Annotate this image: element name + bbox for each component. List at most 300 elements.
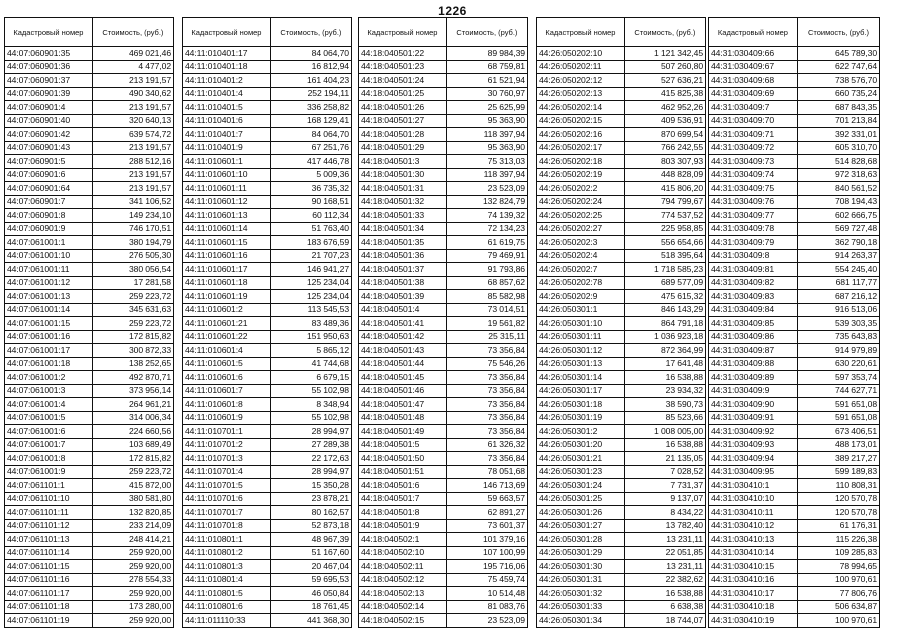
- table-row: [183, 587, 352, 601]
- cost-cell: 8 348,94: [270, 398, 351, 412]
- table-row: [537, 384, 706, 398]
- cadastral-number-cell: 44:07:061101:16: [5, 573, 93, 587]
- table-row: [709, 384, 880, 398]
- cost-cell: 73 356,84: [446, 425, 527, 439]
- table-row: [359, 330, 528, 344]
- table-row: [183, 533, 352, 547]
- cadastral-number-cell: 44:18:040501:34: [359, 222, 447, 236]
- cost-cell: 16 812,94: [270, 60, 351, 74]
- table-row: [537, 74, 706, 88]
- table-row: [183, 168, 352, 182]
- cadastral-number-cell: 44:07:061101:15: [5, 560, 93, 574]
- cost-cell: 591 651,08: [797, 411, 879, 425]
- table-row: [359, 209, 528, 223]
- cadastral-number-cell: 44:07:061001:6: [5, 425, 93, 439]
- cadastral-number-cell: 44:07:060901:8: [5, 209, 93, 223]
- table-row: [359, 303, 528, 317]
- table-row: [5, 398, 174, 412]
- cost-cell: 132 820,85: [92, 506, 173, 520]
- table-row: [537, 303, 706, 317]
- table-row: [709, 479, 880, 493]
- table-row: [183, 60, 352, 74]
- table-row: [537, 600, 706, 614]
- cadastral-number-cell: 44:07:061001:1: [5, 236, 93, 250]
- cost-cell: 492 870,71: [92, 371, 173, 385]
- table-row: [709, 573, 880, 587]
- cost-cell: 20 467,04: [270, 560, 351, 574]
- cadastral-number-cell: 44:18:040501:25: [359, 87, 447, 101]
- cadastral-number-cell: 44:31:030409:89: [709, 371, 798, 385]
- cadastral-number-cell: 44:26:050301:32: [537, 587, 625, 601]
- cost-cell: 701 213,84: [797, 114, 879, 128]
- cadastral-number-cell: 44:11:010601:11: [183, 182, 271, 196]
- cadastral-number-cell: 44:07:061101:1: [5, 479, 93, 493]
- cadastral-number-cell: 44:31:030409:67: [709, 60, 798, 74]
- cost-cell: 55 102,98: [270, 411, 351, 425]
- table-row: [5, 168, 174, 182]
- cadastral-number-cell: 44:26:050202:4: [537, 249, 625, 263]
- cadastral-number-cell: 44:11:010601:16: [183, 249, 271, 263]
- table-row: [359, 222, 528, 236]
- cadastral-number-cell: 44:18:040501:51: [359, 465, 447, 479]
- table-row: [537, 398, 706, 412]
- table-row: [709, 195, 880, 209]
- table-row: [537, 344, 706, 358]
- cadastral-number-cell: 44:11:010601:21: [183, 317, 271, 331]
- cost-cell: 61 521,94: [446, 74, 527, 88]
- cadastral-number-cell: 44:07:060901:4: [5, 101, 93, 115]
- cadastral-number-cell: 44:31:030409:86: [709, 330, 798, 344]
- table-row: [359, 573, 528, 587]
- table-row: [5, 479, 174, 493]
- cadastral-number-cell: 44:18:040501:33: [359, 209, 447, 223]
- table-row: [5, 506, 174, 520]
- cost-cell: 68 857,62: [446, 276, 527, 290]
- cadastral-number-cell: 44:07:060901:37: [5, 74, 93, 88]
- table-row: [709, 128, 880, 142]
- table-row: [537, 236, 706, 250]
- cost-cell: 490 340,62: [92, 87, 173, 101]
- table-row: [709, 141, 880, 155]
- cost-cell: 79 469,91: [446, 249, 527, 263]
- table-row: [5, 290, 174, 304]
- cost-cell: 161 404,23: [270, 74, 351, 88]
- table-row: [5, 128, 174, 142]
- cadastral-number-cell: 44:26:050301:13: [537, 357, 625, 371]
- cadastral-number-cell: 44:31:030409:75: [709, 182, 798, 196]
- table-row: [537, 290, 706, 304]
- cost-cell: 25 625,99: [446, 101, 527, 115]
- cadastral-number-cell: 44:07:061101:13: [5, 533, 93, 547]
- cost-cell: 300 872,33: [92, 344, 173, 358]
- cost-cell: 95 363,90: [446, 141, 527, 155]
- cost-cell: 78 051,68: [446, 465, 527, 479]
- cadastral-number-cell: 44:07:061101:18: [5, 600, 93, 614]
- cost-cell: 213 191,57: [92, 141, 173, 155]
- cadastral-number-cell: 44:31:030409:76: [709, 195, 798, 209]
- cadastral-number-cell: 44:26:050202:9: [537, 290, 625, 304]
- table-row: [5, 276, 174, 290]
- cost-cell: 38 590,73: [624, 398, 705, 412]
- cadastral-number-cell: 44:26:050202:12: [537, 74, 625, 88]
- table-row: [359, 155, 528, 169]
- cadastral-number-cell: 44:11:010601:7: [183, 384, 271, 398]
- cadastral-number-cell: 44:31:030410:14: [709, 546, 798, 560]
- cadastral-number-cell: 44:07:060901:36: [5, 60, 93, 74]
- cadastral-number-cell: 44:18:040501:28: [359, 128, 447, 142]
- cadastral-number-cell: 44:18:040501:6: [359, 479, 447, 493]
- cost-cell: 488 173,01: [797, 438, 879, 452]
- table-row: [359, 452, 528, 466]
- cost-cell: 569 727,48: [797, 222, 879, 236]
- table-row: [183, 425, 352, 439]
- table-row: [359, 438, 528, 452]
- cadastral-number-cell: 44:26:050301:27: [537, 519, 625, 533]
- table-row: [5, 303, 174, 317]
- cadastral-number-cell: 44:18:040502:14: [359, 600, 447, 614]
- table-row: [359, 317, 528, 331]
- cost-cell: 5 009,36: [270, 168, 351, 182]
- cadastral-number-cell: 44:26:050301:17: [537, 384, 625, 398]
- cadastral-number-cell: 44:07:060901:7: [5, 195, 93, 209]
- cost-cell: 36 735,32: [270, 182, 351, 196]
- table-row: [359, 492, 528, 506]
- table-row: [5, 411, 174, 425]
- cadastral-number-cell: 44:18:040501:30: [359, 168, 447, 182]
- cadastral-number-cell: 44:18:040501:27: [359, 114, 447, 128]
- header-cost: Стоимость, (руб.): [92, 18, 173, 47]
- cadastral-number-cell: 44:31:030409:78: [709, 222, 798, 236]
- cadastral-number-cell: 44:11:010401:4: [183, 87, 271, 101]
- cost-cell: 872 364,99: [624, 344, 705, 358]
- table-row: [5, 74, 174, 88]
- cadastral-number-cell: 44:31:030410:12: [709, 519, 798, 533]
- table-row: [709, 438, 880, 452]
- cost-cell: 441 368,30: [270, 614, 351, 628]
- table-row: [537, 141, 706, 155]
- cost-cell: 85 523,66: [624, 411, 705, 425]
- cost-cell: 75 313,03: [446, 155, 527, 169]
- cadastral-number-cell: 44:26:050301:21: [537, 452, 625, 466]
- cadastral-number-cell: 44:18:040502:13: [359, 587, 447, 601]
- table-row: [5, 425, 174, 439]
- table-row: [709, 60, 880, 74]
- cost-cell: 506 634,87: [797, 600, 879, 614]
- cost-cell: 27 289,38: [270, 438, 351, 452]
- header-cadastral-number: Кадастровый номер: [537, 18, 625, 47]
- table-row: [359, 587, 528, 601]
- table-row: [5, 209, 174, 223]
- cost-cell: 599 189,83: [797, 465, 879, 479]
- table-row: [709, 330, 880, 344]
- cost-cell: 75 459,74: [446, 573, 527, 587]
- cost-cell: 90 168,51: [270, 195, 351, 209]
- table-row: [5, 114, 174, 128]
- cost-cell: 21 707,23: [270, 249, 351, 263]
- cost-cell: 213 191,57: [92, 101, 173, 115]
- cadastral-number-cell: 44:11:010401:6: [183, 114, 271, 128]
- cost-cell: 462 952,26: [624, 101, 705, 115]
- table-row: [5, 236, 174, 250]
- cadastral-number-cell: 44:31:030410:18: [709, 600, 798, 614]
- cost-cell: 183 676,59: [270, 236, 351, 250]
- cost-cell: 22 382,62: [624, 573, 705, 587]
- cost-cell: 23 878,21: [270, 492, 351, 506]
- table-row: [537, 438, 706, 452]
- cadastral-number-cell: 44:11:010601:9: [183, 411, 271, 425]
- cadastral-number-cell: 44:18:040501:24: [359, 74, 447, 88]
- cadastral-number-cell: 44:26:050202:14: [537, 101, 625, 115]
- table-row: [709, 222, 880, 236]
- cadastral-table-column-3: [358, 17, 528, 628]
- table-row: [537, 101, 706, 115]
- cadastral-number-cell: 44:31:030409:94: [709, 452, 798, 466]
- cadastral-number-cell: 44:31:030409:83: [709, 290, 798, 304]
- cost-cell: 173 280,00: [92, 600, 173, 614]
- cadastral-number-cell: 44:26:050202:11: [537, 60, 625, 74]
- cost-cell: 314 006,34: [92, 411, 173, 425]
- cadastral-number-cell: 44:31:030409:95: [709, 465, 798, 479]
- cost-cell: 259 920,00: [92, 587, 173, 601]
- table-row: [183, 101, 352, 115]
- cost-cell: 708 194,43: [797, 195, 879, 209]
- cost-cell: 138 252,65: [92, 357, 173, 371]
- cost-cell: 1 036 923,18: [624, 330, 705, 344]
- cadastral-number-cell: 44:31:030409:9: [709, 384, 798, 398]
- table-row: [359, 249, 528, 263]
- cadastral-number-cell: 44:11:010601:5: [183, 357, 271, 371]
- cost-cell: 17 641,48: [624, 357, 705, 371]
- table-row: [709, 182, 880, 196]
- cost-cell: 362 790,18: [797, 236, 879, 250]
- cost-cell: 146 713,69: [446, 479, 527, 493]
- cost-cell: 389 217,27: [797, 452, 879, 466]
- cadastral-number-cell: 44:07:060901:64: [5, 182, 93, 196]
- cadastral-number-cell: 44:18:040501:9: [359, 519, 447, 533]
- cost-cell: 172 815,82: [92, 330, 173, 344]
- table-row: [5, 249, 174, 263]
- cadastral-number-cell: 44:26:050301:19: [537, 411, 625, 425]
- cadastral-number-cell: 44:11:010801:1: [183, 533, 271, 547]
- cadastral-number-cell: 44:11:010401:18: [183, 60, 271, 74]
- cost-cell: 518 395,64: [624, 249, 705, 263]
- cadastral-number-cell: 44:26:050301:18: [537, 398, 625, 412]
- cadastral-number-cell: 44:26:050301:25: [537, 492, 625, 506]
- cost-cell: 320 640,13: [92, 114, 173, 128]
- cadastral-number-cell: 44:11:010401:7: [183, 128, 271, 142]
- cost-cell: 28 994,97: [270, 465, 351, 479]
- cadastral-number-cell: 44:11:010801:2: [183, 546, 271, 560]
- table-row: [537, 249, 706, 263]
- table-row: [359, 357, 528, 371]
- cost-cell: 195 716,06: [446, 560, 527, 574]
- table-row: [183, 573, 352, 587]
- table-row: [537, 573, 706, 587]
- cadastral-number-cell: 44:07:061001:13: [5, 290, 93, 304]
- cost-cell: 18 744,07: [624, 614, 705, 628]
- cadastral-number-cell: 44:31:030409:85: [709, 317, 798, 331]
- table-row: [359, 479, 528, 493]
- table-row: [537, 371, 706, 385]
- cost-cell: 172 815,82: [92, 452, 173, 466]
- cadastral-number-cell: 44:26:050202:16: [537, 128, 625, 142]
- table-row: [537, 560, 706, 574]
- cost-cell: 556 654,66: [624, 236, 705, 250]
- cadastral-number-cell: 44:31:030409:70: [709, 114, 798, 128]
- cost-cell: 380 194,79: [92, 236, 173, 250]
- cost-cell: 766 242,55: [624, 141, 705, 155]
- cost-cell: 55 102,98: [270, 384, 351, 398]
- table-row: [183, 249, 352, 263]
- cost-cell: 59 663,57: [446, 492, 527, 506]
- cost-cell: 118 397,94: [446, 168, 527, 182]
- cadastral-number-cell: 44:26:050202:24: [537, 195, 625, 209]
- cadastral-number-cell: 44:26:050202:15: [537, 114, 625, 128]
- cadastral-number-cell: 44:26:050202:13: [537, 87, 625, 101]
- table-row: [537, 168, 706, 182]
- cost-cell: 21 135,05: [624, 452, 705, 466]
- cost-cell: 681 117,77: [797, 276, 879, 290]
- cost-cell: 744 627,71: [797, 384, 879, 398]
- cost-cell: 80 162,57: [270, 506, 351, 520]
- cost-cell: 689 577,09: [624, 276, 705, 290]
- table-row: [5, 600, 174, 614]
- cost-cell: 341 106,52: [92, 195, 173, 209]
- table-row: [5, 182, 174, 196]
- cost-cell: 507 260,80: [624, 60, 705, 74]
- cost-cell: 16 538,88: [624, 438, 705, 452]
- table-row: [183, 114, 352, 128]
- cost-cell: 61 176,31: [797, 519, 879, 533]
- cost-cell: 84 064,70: [270, 128, 351, 142]
- cost-cell: 83 489,36: [270, 317, 351, 331]
- table-row: [183, 263, 352, 277]
- table-row: [537, 195, 706, 209]
- table-row: [183, 465, 352, 479]
- table-row: [5, 87, 174, 101]
- cost-cell: 687 216,12: [797, 290, 879, 304]
- table-row: [359, 141, 528, 155]
- table-row: [709, 290, 880, 304]
- cost-cell: 380 056,54: [92, 263, 173, 277]
- cadastral-number-cell: 44:18:040502:11: [359, 560, 447, 574]
- cadastral-number-cell: 44:26:050301:29: [537, 546, 625, 560]
- cost-cell: 41 744,68: [270, 357, 351, 371]
- cost-cell: 125 234,04: [270, 276, 351, 290]
- cost-cell: 73 356,84: [446, 344, 527, 358]
- cost-cell: 259 223,72: [92, 290, 173, 304]
- header-cadastral-number: Кадастровый номер: [709, 18, 798, 47]
- page-number: 1226: [438, 4, 467, 18]
- cost-cell: 73 356,84: [446, 398, 527, 412]
- cadastral-number-cell: 44:26:050202:78: [537, 276, 625, 290]
- cost-cell: 15 350,28: [270, 479, 351, 493]
- cadastral-number-cell: 44:26:050301:20: [537, 438, 625, 452]
- cadastral-number-cell: 44:31:030409:74: [709, 168, 798, 182]
- table-row: [537, 465, 706, 479]
- cost-cell: 259 223,72: [92, 317, 173, 331]
- cost-cell: 13 231,11: [624, 533, 705, 547]
- cadastral-number-cell: 44:18:040501:36: [359, 249, 447, 263]
- cadastral-number-cell: 44:11:010401:2: [183, 74, 271, 88]
- cost-cell: 7 731,37: [624, 479, 705, 493]
- cost-cell: 91 793,86: [446, 263, 527, 277]
- table-row: [183, 506, 352, 520]
- cadastral-number-cell: 44:18:040501:50: [359, 452, 447, 466]
- cadastral-number-cell: 44:31:030409:87: [709, 344, 798, 358]
- cadastral-number-cell: 44:07:060901:43: [5, 141, 93, 155]
- table-row: [359, 168, 528, 182]
- cost-cell: 132 824,79: [446, 195, 527, 209]
- table-row: [359, 465, 528, 479]
- cadastral-number-cell: 44:26:050202:19: [537, 168, 625, 182]
- cadastral-number-cell: 44:11:010801:3: [183, 560, 271, 574]
- cost-cell: 597 353,74: [797, 371, 879, 385]
- cadastral-number-cell: 44:11:010601:17: [183, 263, 271, 277]
- cost-cell: 645 789,30: [797, 47, 879, 61]
- cadastral-number-cell: 44:26:050202:3: [537, 236, 625, 250]
- table-row: [709, 303, 880, 317]
- cadastral-number-cell: 44:18:040501:4: [359, 303, 447, 317]
- table-row: [537, 47, 706, 61]
- cost-cell: 409 536,91: [624, 114, 705, 128]
- header-cost: Стоимость, (руб.): [446, 18, 527, 47]
- cadastral-number-cell: 44:18:040501:49: [359, 425, 447, 439]
- cost-cell: 146 941,27: [270, 263, 351, 277]
- cost-cell: 259 920,00: [92, 614, 173, 628]
- table-row: [183, 357, 352, 371]
- table-row: [183, 344, 352, 358]
- table-row: [709, 614, 880, 628]
- table-row: [709, 317, 880, 331]
- cost-cell: 539 303,35: [797, 317, 879, 331]
- cost-cell: 5 865,12: [270, 344, 351, 358]
- table-row: [5, 155, 174, 169]
- table-row: [183, 195, 352, 209]
- cadastral-number-cell: 44:11:010701:7: [183, 506, 271, 520]
- table-row: [537, 263, 706, 277]
- cadastral-number-cell: 44:26:050202:7: [537, 263, 625, 277]
- cadastral-number-cell: 44:11:010601:15: [183, 236, 271, 250]
- cadastral-number-cell: 44:07:060901:6: [5, 168, 93, 182]
- table-row: [709, 114, 880, 128]
- table-row: [183, 236, 352, 250]
- table-row: [537, 452, 706, 466]
- table-row: [359, 236, 528, 250]
- table-row: [537, 479, 706, 493]
- cost-cell: 13 231,11: [624, 560, 705, 574]
- table-row: [709, 465, 880, 479]
- table-row: [183, 290, 352, 304]
- table-row: [537, 492, 706, 506]
- cost-cell: 6 638,38: [624, 600, 705, 614]
- cost-cell: 380 581,80: [92, 492, 173, 506]
- cost-cell: 1 008 005,00: [624, 425, 705, 439]
- cadastral-number-cell: 44:31:030410:10: [709, 492, 798, 506]
- cadastral-number-cell: 44:26:050301:24: [537, 479, 625, 493]
- cadastral-number-cell: 44:11:010601:18: [183, 276, 271, 290]
- cadastral-number-cell: 44:31:030409:90: [709, 398, 798, 412]
- table-row: [537, 87, 706, 101]
- cadastral-number-cell: 44:18:040501:31: [359, 182, 447, 196]
- table-row: [709, 506, 880, 520]
- table-row: [5, 573, 174, 587]
- cadastral-number-cell: 44:07:061001:11: [5, 263, 93, 277]
- cadastral-number-cell: 44:07:060901:42: [5, 128, 93, 142]
- header-cadastral-number: Кадастровый номер: [359, 18, 447, 47]
- cadastral-number-cell: 44:18:040501:39: [359, 290, 447, 304]
- cadastral-number-cell: 44:07:061001:4: [5, 398, 93, 412]
